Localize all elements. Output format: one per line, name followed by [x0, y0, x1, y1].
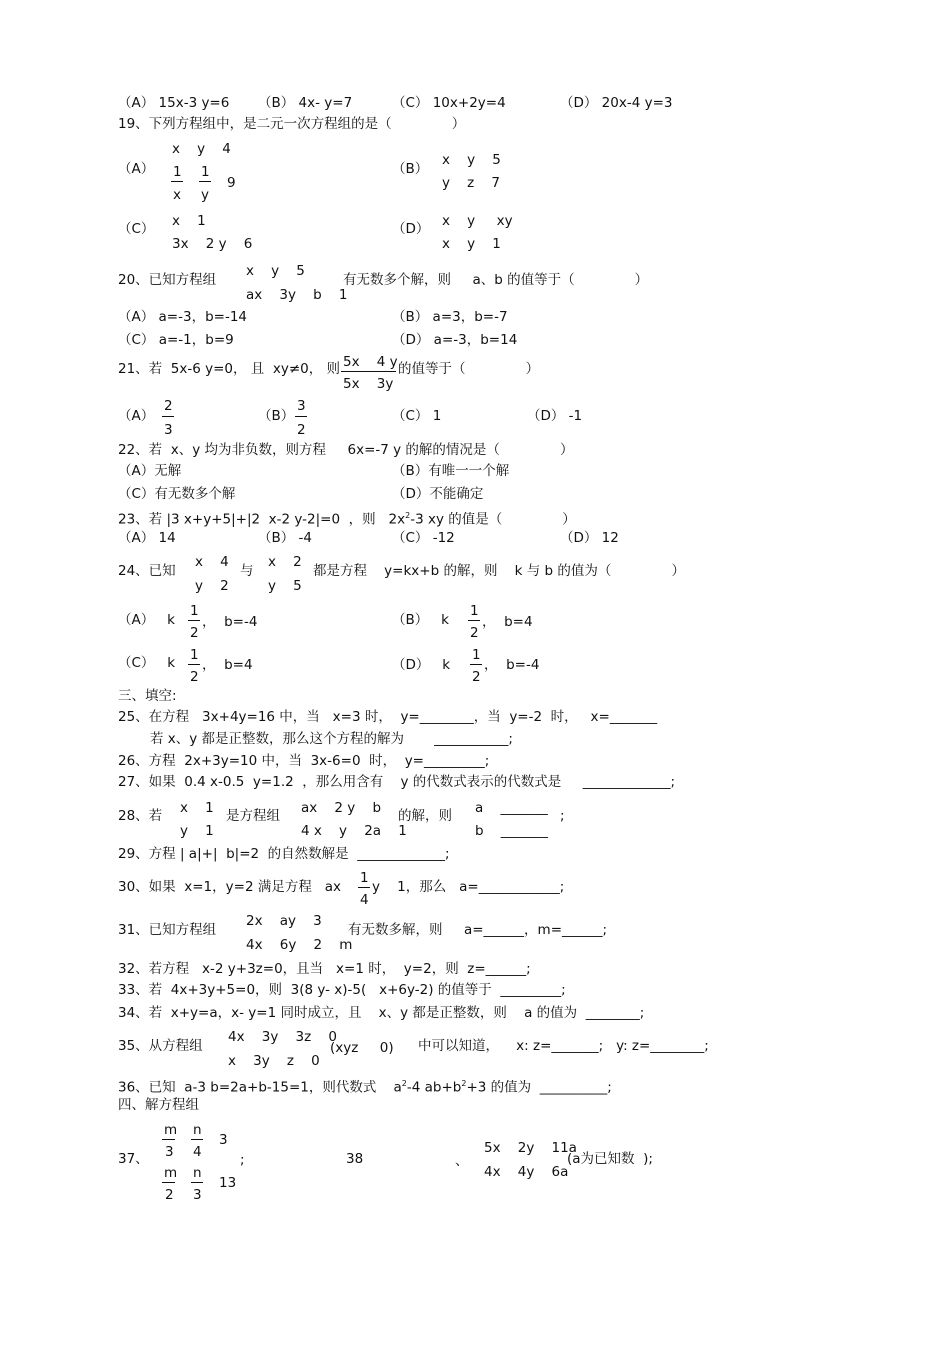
fraction-bar [468, 620, 480, 621]
q20-sys-eq1: x y 5 [246, 263, 305, 279]
q37-eq1-d1: 3 [165, 1144, 174, 1160]
q28-semicolon: ; [560, 808, 565, 824]
q31-post: 有无数多解，则 a=______，m=______; [348, 922, 608, 938]
q24-c-den: 2 [190, 669, 199, 685]
q20-option-a: （A） a=-3，b=-14 [118, 309, 248, 325]
q35-post: 中可以知道， x: z=_______; y: z=________; [418, 1038, 709, 1054]
q20-option-b: （B） a=3，b=-7 [392, 309, 508, 325]
q28-sys2-eq1: ax 2 y b [301, 800, 382, 816]
q24-d-num: 1 [472, 647, 481, 663]
q19-a-num2: 1 [201, 164, 210, 180]
q26: 26、方程 2x+3y=10 中，当 3x-6=0 时， y=_________; [118, 753, 490, 769]
q20-option-d: （D） a=-3，b=14 [392, 332, 518, 348]
q37-semicolon: ; [240, 1152, 245, 1168]
q19-a-num1: 1 [173, 164, 182, 180]
q19-b-eq1: x y 5 [442, 152, 501, 168]
q19-c-eq1: x 1 [172, 213, 206, 229]
q22-option-b: （B）有唯一一个解 [392, 463, 510, 479]
fraction-bar [188, 664, 200, 665]
q19-a-den1: x [173, 187, 181, 203]
q30-frac-den: 4 [360, 892, 369, 908]
q19-c-eq2: 3x 2 y 6 [172, 236, 253, 252]
q20-stem-pre: 20、已知方程组 [118, 272, 217, 288]
q19-c-label: （C） [118, 221, 155, 237]
q24-a-den: 2 [190, 625, 199, 641]
q33: 33、若 4x+3y+5=0，则 3(8 y- x)-5( x+6y-2) 的值等于 _________; [118, 982, 566, 998]
q19-a-eq1: x y 4 [172, 141, 231, 157]
q21-a-den: 3 [164, 422, 173, 438]
q24-sys1-eq1: x 4 [195, 554, 229, 570]
q31-sys-eq1: 2x ay 3 [246, 913, 322, 929]
q23-stem: 23、若 |3 x+y+5|+|2 x-2 y-2|=0 ，则 $2x^2-3$ xy 的值是（ ） [118, 511, 576, 528]
q37-eq1-m: m [164, 1122, 178, 1138]
q35-pre: 35、从方程组 [118, 1038, 203, 1054]
q24-sys1-eq2: y 2 [195, 578, 229, 594]
q31-pre: 31、已知方程组 [118, 922, 217, 938]
q34: 34、若 x+y=a，x- y=1 同时成立，且 x、y 都是正整数，则 a 的值为 ________; [118, 1005, 645, 1021]
q28-sys2-eq2: 4 x y 2a 1 [301, 823, 407, 839]
q27: 27、如果 0.4 x-0.5 y=1.2 ，那么用含有 y 的代数式表示的代数式是 _____________; [118, 774, 675, 790]
q22-option-d: （D）不能确定 [392, 486, 484, 502]
q21-stem-post: 的值等于（ ） [398, 361, 540, 377]
q19-a-den2: y [201, 187, 209, 203]
fraction-bar [162, 1139, 175, 1140]
q22-stem: 22、若 x、y 均为非负数，则方程 6x=-7 y 的解的情况是（ ） [118, 442, 574, 458]
q20-option-c: （C） a=-1，b=9 [118, 332, 234, 348]
q37-eq2-m: m [164, 1165, 178, 1181]
q37-label: 37、 [118, 1151, 149, 1167]
q28-answer-b: b _______ [475, 823, 548, 839]
q19-b-label: （B） [392, 161, 429, 177]
q24-sys2-eq2: y 5 [268, 578, 302, 594]
q22-option-a: （A）无解 [118, 463, 182, 479]
q36: 36、已知 a-3 b=2a+b-15=1，则代数式 $a^2-4$ $ab+b^2+3$ 的值为 __________; [118, 1079, 612, 1096]
q19-a-label: （A） [118, 161, 155, 177]
q18-option-c: （C） 10x+2y=4 [392, 95, 506, 111]
q24-stem-post: 都是方程 y=kx+b 的解，则 k 与 b 的值为（ ） [313, 563, 685, 579]
q25-line2: 若 x、y 都是正整数，那么这个方程的解为 ___________; [150, 731, 513, 747]
q30-post: y 1，那么 a=____________; [372, 879, 565, 895]
q38-separator: 、 [455, 1153, 469, 1169]
q24-a-label: （A） k [118, 612, 175, 628]
fraction-bar [191, 1182, 203, 1183]
q37-eq2-d2: 3 [193, 1187, 202, 1203]
q24-b-num: 1 [470, 603, 479, 619]
q21-option-c: （C） 1 [392, 408, 442, 424]
q24-a-num: 1 [190, 603, 199, 619]
q23-option-c: （C） -12 [392, 530, 455, 546]
q19-d-label: （D） [392, 221, 430, 237]
fraction-bar [171, 181, 183, 182]
q24-b-den: 2 [470, 625, 479, 641]
q30-pre: 30、如果 x=1，y=2 满足方程 ax [118, 879, 341, 895]
q25-line1: 25、在方程 3x+4y=16 中，当 x=3 时， y=________，当 y=-2 时， x=_______ [118, 709, 658, 725]
q24-d-label: （D） k [392, 657, 451, 673]
q37-eq2-rhs: 13 [219, 1175, 237, 1191]
q35-sys-eq2: x 3y z 0 [228, 1053, 320, 1069]
q23-option-b: （B） -4 [258, 530, 313, 546]
q24-b-label: （B） k [392, 612, 449, 628]
q21-numerator: 5x 4 y [343, 354, 398, 370]
q24-sys2-eq1: x 2 [268, 554, 302, 570]
q19-a-rhs2: 9 [227, 175, 236, 191]
q35-condition: (xyz 0) [330, 1040, 394, 1056]
q21-option-d: （D） -1 [527, 408, 583, 424]
q28-post: 的解，则 [398, 808, 452, 824]
q24-a-post: ， b=-4 [202, 614, 258, 630]
q21-b-num: 3 [297, 398, 306, 414]
q24-d-post: ， b=-4 [484, 657, 540, 673]
fraction-bar [470, 664, 482, 665]
q24-c-label: （C） k [118, 655, 176, 671]
fraction-bar [199, 181, 211, 182]
fraction-bar [295, 416, 307, 417]
q24-mid-text: 与 [240, 563, 254, 579]
q22-option-c: （C）有无数多个解 [118, 486, 236, 502]
q28-sys1-eq1: x 1 [180, 800, 214, 816]
q18-option-b: （B） 4x- y=7 [258, 95, 353, 111]
q18-option-d: （D） 20x-4 y=3 [560, 95, 673, 111]
q30-frac-num: 1 [360, 870, 369, 886]
q38-post: (a为已知数 ); [567, 1151, 653, 1167]
section-3-heading: 三、填空: [118, 688, 177, 704]
q24-d-den: 2 [472, 669, 481, 685]
q19-d-eq2: x y 1 [442, 236, 501, 252]
q35-sys-eq1: 4x 3y 3z 0 [228, 1029, 337, 1045]
q31-sys-eq2: 4x 6y 2 m [246, 937, 353, 953]
q24-stem-pre: 24、已知 [118, 563, 176, 579]
fraction-bar [162, 1182, 175, 1183]
q21-b-den: 2 [297, 422, 306, 438]
q19-d-eq1: x y xy [442, 213, 513, 229]
q21-denominator: 5x 3y [343, 376, 394, 392]
q32: 32、若方程 x-2 y+3z=0，且当 x=1 时， y=2，则 z=______; [118, 961, 531, 977]
q28-mid: 是方程组 [226, 808, 280, 824]
q20-sys-eq2: ax 3y b 1 [246, 287, 348, 303]
q37-eq1-rhs: 3 [219, 1132, 228, 1148]
q21-stem-pre: 21、若 5x-6 y=0， 且 xy≠0， 则 [118, 361, 341, 377]
q23-option-a: （A） 14 [118, 530, 176, 546]
fraction-bar [191, 1139, 203, 1140]
q21-a-num: 2 [164, 398, 173, 414]
fraction-bar [341, 371, 396, 372]
q21-a-label: （A） [118, 408, 155, 424]
q37-eq2-n: n [193, 1165, 202, 1181]
q20-stem-post: 有无数多个解，则 a、b 的值等于（ ） [343, 272, 649, 288]
fraction-bar [188, 620, 200, 621]
q21-b-label: （B） [258, 408, 295, 424]
q38-sys-eq2: 4x 4y 6a [484, 1164, 569, 1180]
q19-stem: 19、下列方程组中，是二元一次方程组的是（ ） [118, 116, 466, 132]
q38-sys-eq1: 5x 2y 11a [484, 1140, 577, 1156]
q24-c-num: 1 [190, 647, 199, 663]
q19-b-eq2: y z 7 [442, 175, 500, 191]
q37-eq1-n: n [193, 1122, 202, 1138]
q24-c-post: ， b=4 [202, 657, 253, 673]
q37-eq1-d2: 4 [193, 1144, 202, 1160]
q28-sys1-eq2: y 1 [180, 823, 214, 839]
fraction-bar [162, 416, 174, 417]
section-4-heading: 四、解方程组 [118, 1097, 199, 1113]
q28-answer-a: a _______ [475, 800, 548, 816]
q28-pre: 28、若 [118, 808, 163, 824]
q24-b-post: ， b=4 [482, 614, 533, 630]
q38-label: 38 [346, 1151, 364, 1167]
q23-option-d: （D） 12 [560, 530, 619, 546]
q18-option-a: （A） 15x-3 y=6 [118, 95, 230, 111]
q29: 29、方程 | a|+| b|=2 的自然数解是 _____________; [118, 846, 450, 862]
q37-eq2-d1: 2 [165, 1187, 174, 1203]
fraction-bar [358, 887, 370, 888]
